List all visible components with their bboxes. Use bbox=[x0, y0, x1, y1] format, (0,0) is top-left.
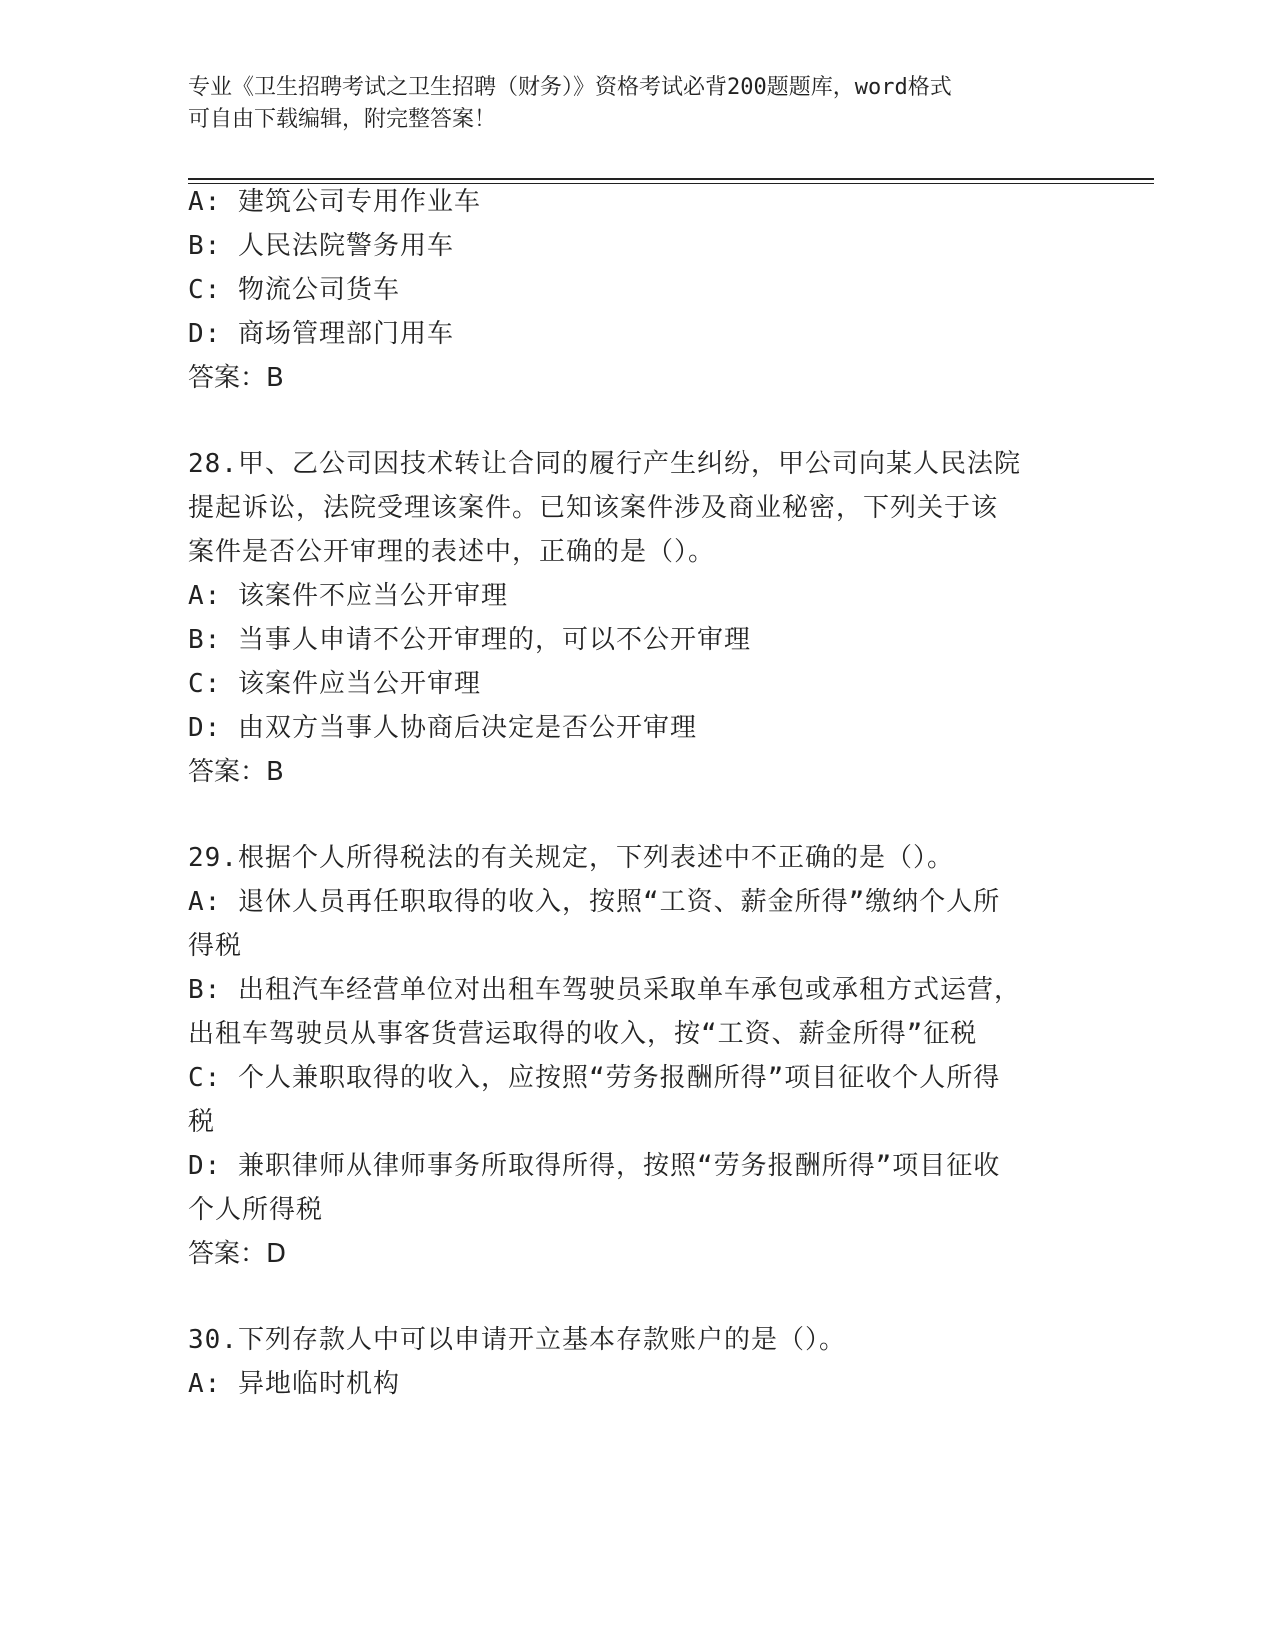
header-rule-thick bbox=[188, 178, 1154, 180]
q28-option-c: C: 该案件应当公开审理 bbox=[188, 669, 481, 699]
q29-option-c-line-1: C: 个人兼职取得的收入，应按照“劳务报酬所得”项目征收个人所得 bbox=[188, 1063, 1001, 1093]
q28-option-a: A: 该案件不应当公开审理 bbox=[188, 581, 508, 611]
q30-option-a: A: 异地临时机构 bbox=[188, 1369, 400, 1399]
q29-option-b-line-1: B: 出租汽车经营单位对出租车驾驶员采取单车承包或承租方式运营， bbox=[188, 975, 1021, 1005]
q29-answer: 答案：D bbox=[188, 1239, 287, 1269]
q28-answer: 答案：B bbox=[188, 757, 284, 787]
q28-stem-line-3: 案件是否公开审理的表述中，正确的是（）。 bbox=[188, 537, 716, 567]
q29-option-a-line-2: 得税 bbox=[188, 931, 243, 961]
q27-option-b: B: 人民法院警务用车 bbox=[188, 231, 454, 261]
q28-stem-line-1: 28.甲、乙公司因技术转让合同的履行产生纠纷，甲公司向某人民法院 bbox=[188, 449, 1021, 479]
q30-stem: 30.下列存款人中可以申请开立基本存款账户的是（）。 bbox=[188, 1325, 846, 1355]
doc-header-line-1: 专业《卫生招聘考试之卫生招聘（财务）》资格考试必背200题题库，word格式 bbox=[188, 75, 952, 100]
q27-answer: 答案：B bbox=[188, 363, 284, 393]
q28-stem-line-2: 提起诉讼，法院受理该案件。已知该案件涉及商业秘密，下列关于该 bbox=[188, 493, 999, 523]
q29-stem: 29.根据个人所得税法的有关规定，下列表述中不正确的是（）。 bbox=[188, 843, 954, 873]
q27-option-c: C: 物流公司货车 bbox=[188, 275, 400, 305]
q28-option-d: D: 由双方当事人协商后决定是否公开审理 bbox=[188, 713, 697, 743]
q28-option-b: B: 当事人申请不公开审理的，可以不公开审理 bbox=[188, 625, 751, 655]
doc-header-line-2: 可自由下载编辑，附完整答案！ bbox=[188, 107, 497, 132]
q29-option-d-line-1: D: 兼职律师从律师事务所取得所得，按照“劳务报酬所得”项目征收 bbox=[188, 1151, 1001, 1181]
q27-option-d: D: 商场管理部门用车 bbox=[188, 319, 454, 349]
q27-option-a: A: 建筑公司专用作业车 bbox=[188, 187, 481, 217]
q29-option-d-line-2: 个人所得税 bbox=[188, 1195, 324, 1225]
q29-option-a-line-1: A: 退休人员再任职取得的收入，按照“工资、薪金所得”缴纳个人所 bbox=[188, 887, 1001, 917]
q29-option-b-line-2: 出租车驾驶员从事客货营运取得的收入，按“工资、薪金所得”征税 bbox=[188, 1019, 978, 1049]
q29-option-c-line-2: 税 bbox=[188, 1107, 216, 1137]
